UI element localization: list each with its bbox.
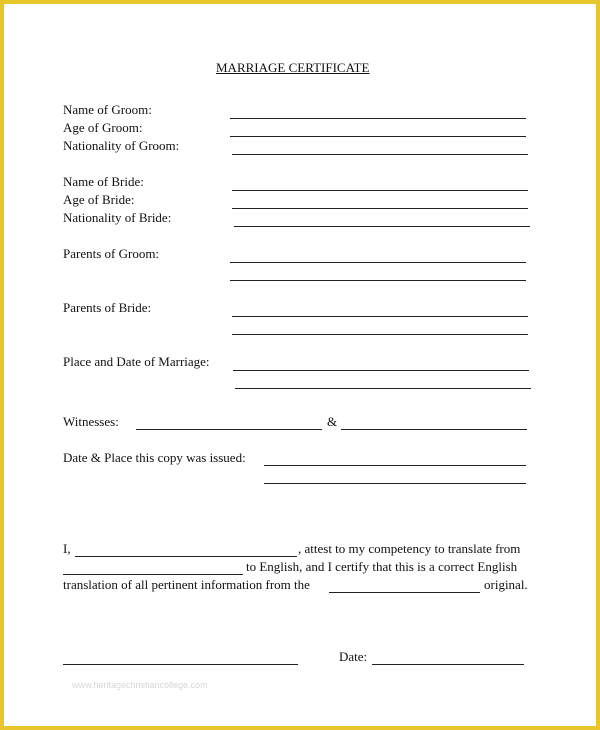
original-language-blank[interactable] — [329, 592, 480, 593]
place-date-marriage-blank-1[interactable] — [233, 370, 529, 371]
date-blank[interactable] — [372, 664, 524, 665]
witnesses-label: Witnesses: — [63, 414, 119, 429]
date-place-issued-blank-2[interactable] — [264, 483, 526, 484]
age-of-bride-label: Age of Bride: — [63, 192, 135, 207]
date-place-issued-label: Date & Place this copy was issued: — [63, 450, 246, 465]
nationality-of-groom-label: Nationality of Groom: — [63, 138, 180, 153]
place-date-marriage-label: Place and Date of Marriage: — [63, 354, 210, 369]
name-of-bride-blank[interactable] — [232, 190, 528, 191]
parents-of-bride-blank-1[interactable] — [232, 316, 528, 317]
parents-of-groom-blank-2[interactable] — [230, 280, 526, 281]
nationality-of-groom-blank[interactable] — [232, 154, 528, 155]
parents-of-groom-label: Parents of Groom: — [63, 246, 160, 261]
date-label: Date: — [339, 649, 368, 664]
attestation-line1-start: I, — [63, 541, 71, 556]
name-of-groom-blank[interactable] — [230, 118, 526, 119]
source-language-blank[interactable] — [63, 574, 243, 575]
document-title: MARRIAGE CERTIFICATE — [216, 60, 370, 75]
name-of-bride-label: Name of Bride: — [63, 174, 144, 189]
attestation-line2-end: to English, and I certify that this is a correct English — [246, 559, 518, 574]
witness-ampersand: & — [327, 414, 338, 429]
place-date-marriage-blank-2[interactable] — [235, 388, 531, 389]
signature-blank[interactable] — [63, 664, 298, 665]
name-of-groom-label: Name of Groom: — [63, 102, 152, 117]
age-of-groom-blank[interactable] — [230, 136, 526, 137]
age-of-groom-label: Age of Groom: — [63, 120, 143, 135]
parents-of-bride-blank-2[interactable] — [232, 334, 528, 335]
date-place-issued-blank-1[interactable] — [264, 465, 526, 466]
witness-2-blank[interactable] — [341, 429, 527, 430]
translator-name-blank[interactable] — [75, 556, 297, 557]
watermark-text: www.heritagechristiancollege.com — [72, 680, 208, 690]
nationality-of-bride-blank[interactable] — [234, 226, 530, 227]
nationality-of-bride-label: Nationality of Bride: — [63, 210, 172, 225]
parents-of-groom-blank-1[interactable] — [230, 262, 526, 263]
attestation-line3-start: translation of all pertinent information from the — [63, 577, 310, 592]
witness-1-blank[interactable] — [136, 429, 322, 430]
attestation-line1-end: , attest to my competency to translate from — [298, 541, 521, 556]
parents-of-bride-label: Parents of Bride: — [63, 300, 152, 315]
attestation-line3-end: original. — [484, 577, 528, 592]
certificate-page — [4, 4, 596, 726]
age-of-bride-blank[interactable] — [232, 208, 528, 209]
